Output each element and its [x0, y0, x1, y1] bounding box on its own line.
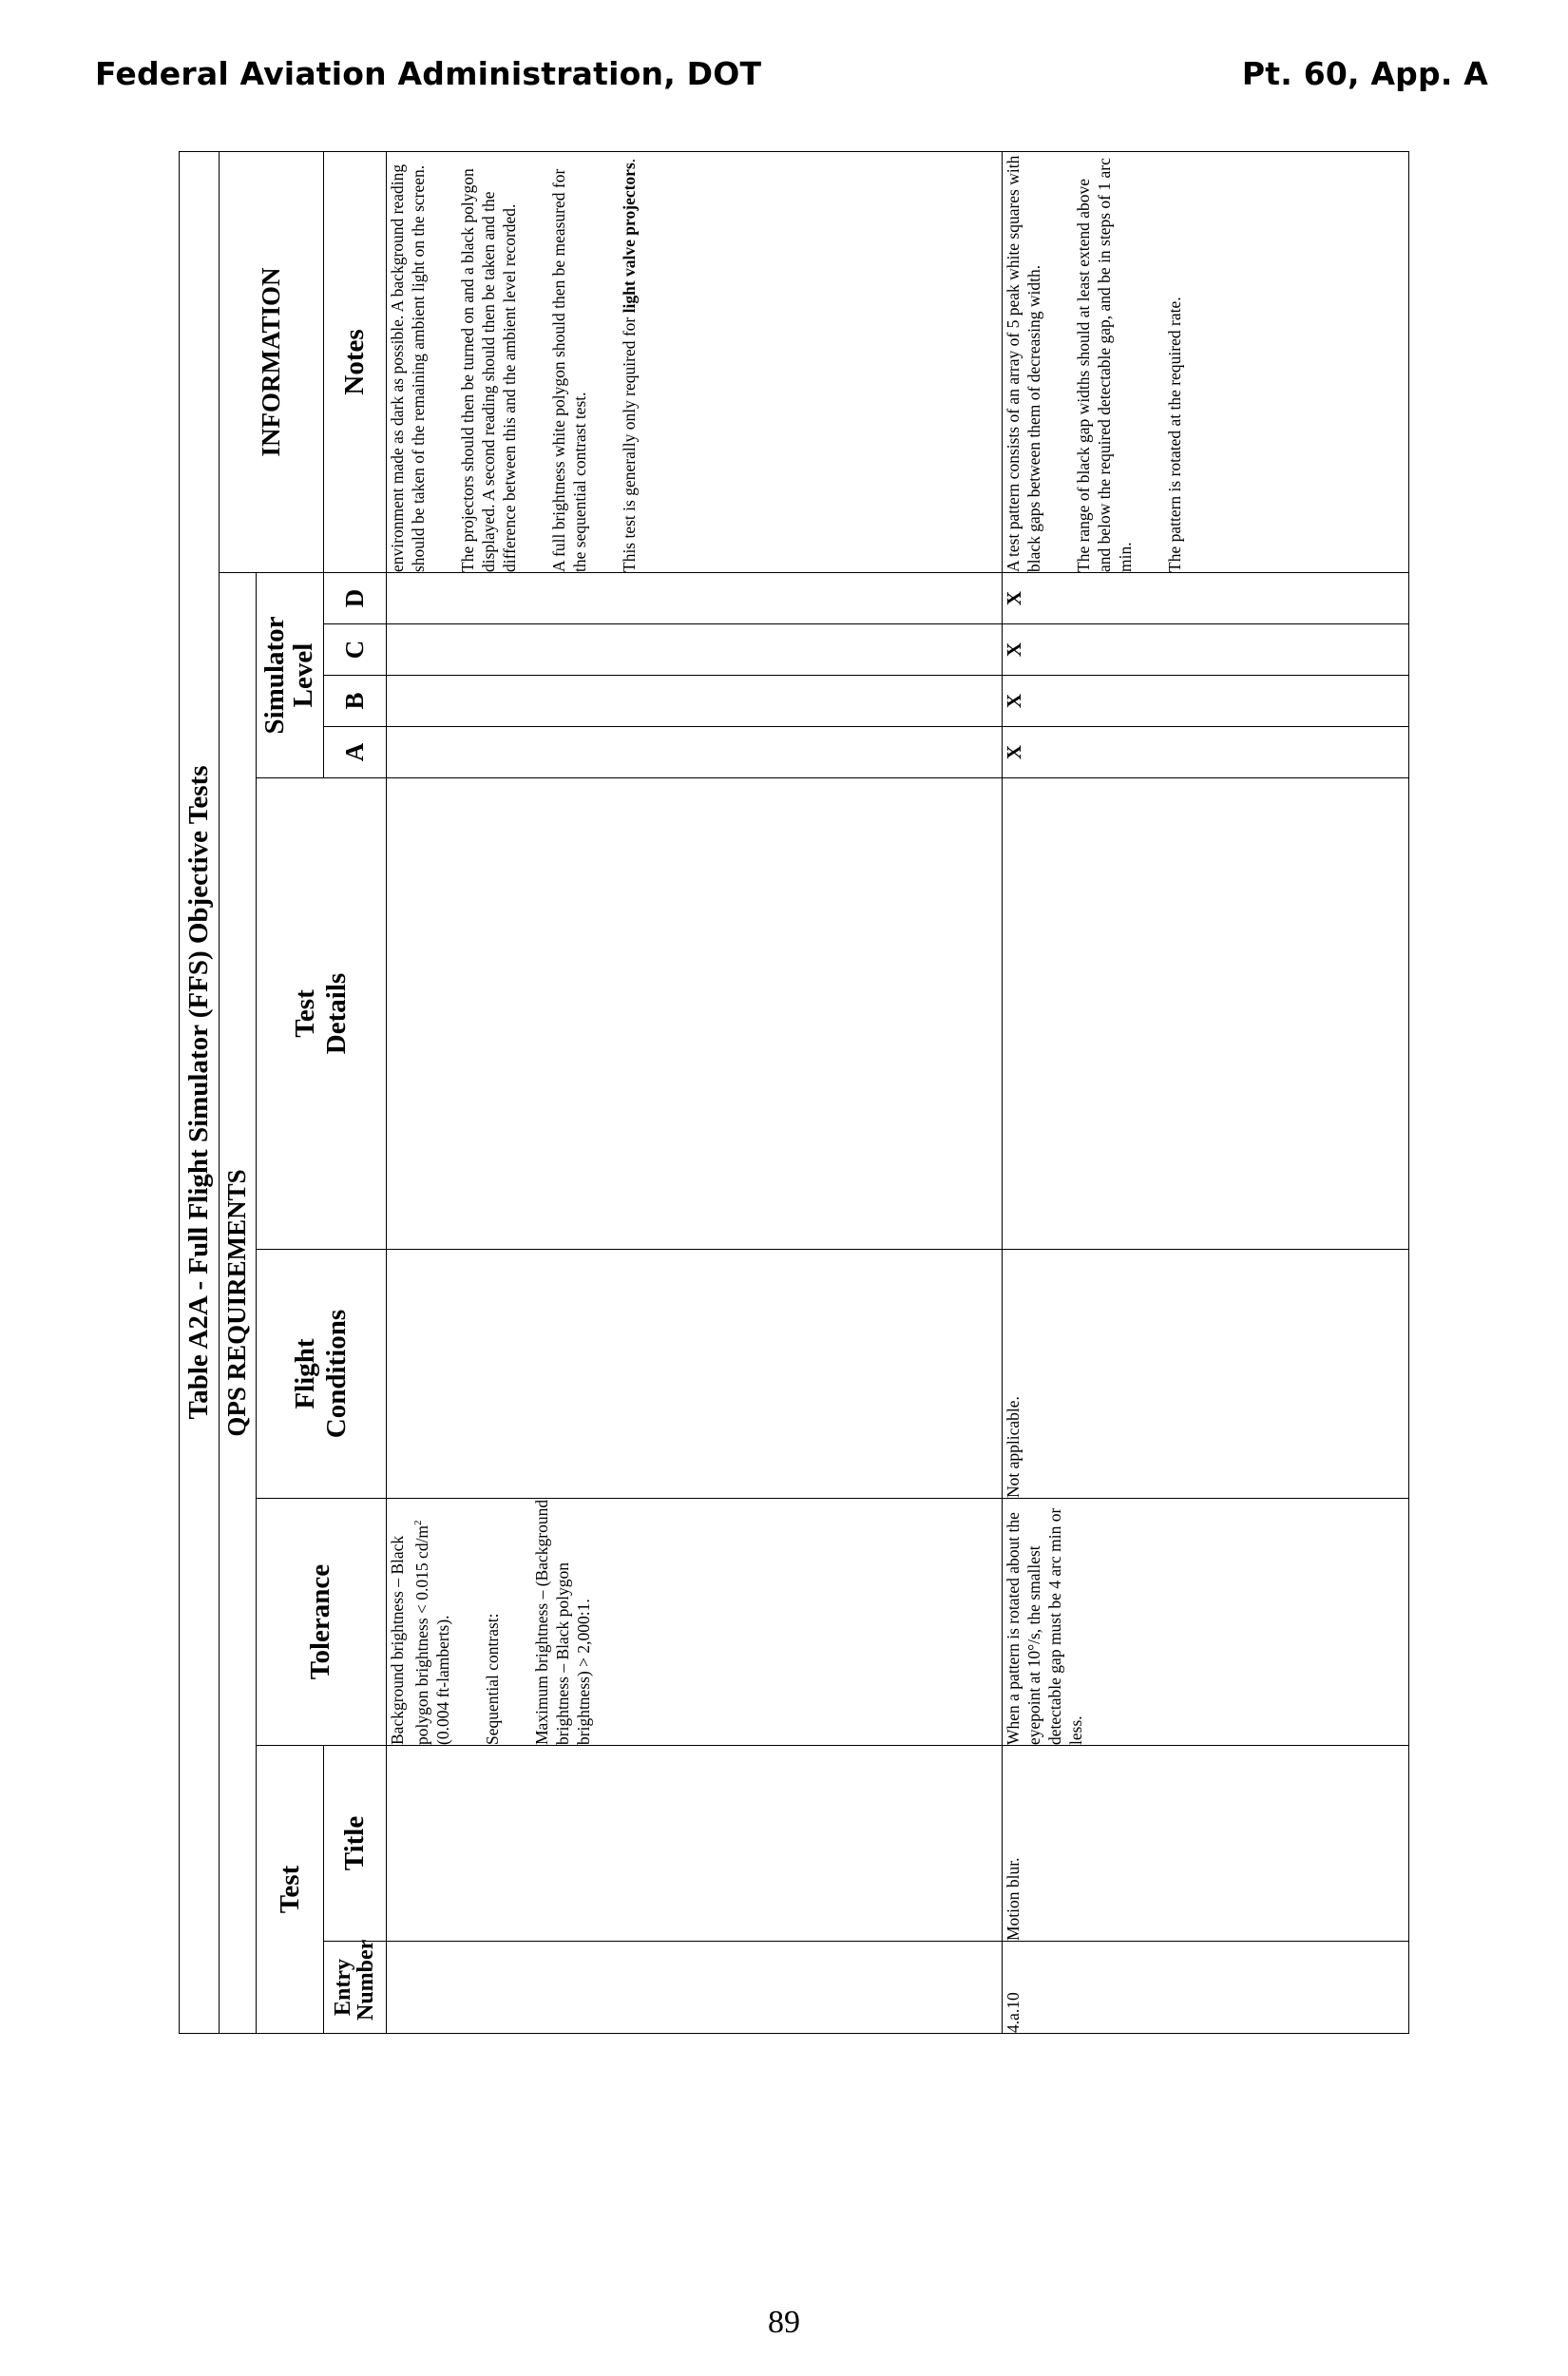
tolerance-text: Background brightness – Black polygon brightness < 0.015 $cd/m^2$ (0.004 ft-lamberts).	[387, 1520, 452, 1745]
objective-tests-table	[179, 151, 1409, 2034]
notes-text-prefix: This test is generally only required for	[619, 313, 639, 572]
notes-text-bold: light valve projectors	[619, 163, 639, 314]
running-header-right: Pt. 60, App. A	[1241, 55, 1488, 92]
notes-text: A full brightness white polygon should then be measured for the sequential contrast test.	[548, 168, 589, 572]
tolerance-header: Tolerance	[257, 1499, 387, 1746]
level-c-header: C	[323, 624, 386, 676]
title-header: Title	[323, 1746, 386, 1942]
level-b-header: B	[323, 676, 386, 727]
notes-cell	[386, 151, 1003, 572]
flight-conditions-cell: Not applicable.	[1003, 1250, 1409, 1499]
rotated-table-wrapper	[179, 152, 1409, 2034]
level-d-header: D	[323, 573, 386, 624]
tolerance-text: When a pattern is rotated about the eyepoint at 10°/s, the smallest detectable gap must be 4 arc min or less.	[1004, 1507, 1086, 1745]
running-header-left: Federal Aviation Administration, DOT	[95, 55, 762, 92]
notes-header: Notes	[323, 151, 386, 572]
notes-text: The range of black gap widths should at least extend above and below the required detectable gap, and be in steps of 1 arc min.	[1074, 158, 1136, 572]
entry-number-header	[323, 1939, 386, 2034]
test-details-cell	[1003, 778, 1409, 1250]
tolerance-text: Maximum brightness – (Background brightness – Black polygon brightness) > 2,000:1.	[531, 1499, 593, 1745]
page-number: 89	[768, 2305, 800, 2340]
notes-cell	[1003, 151, 1409, 572]
flight-conditions-cell	[386, 1250, 1003, 1499]
table-title: Table A2A - Full Flight Simulator (FFS) Objective Tests	[180, 151, 220, 2033]
level-c-cell	[386, 624, 1003, 676]
tolerance-cell	[386, 1499, 1003, 1746]
level-b-cell: X	[1003, 676, 1409, 727]
test-details-header-text: Test Details	[289, 972, 352, 1055]
level-d-cell	[386, 573, 1003, 624]
level-a-cell: X	[1003, 727, 1409, 778]
table-row	[1003, 151, 1409, 2033]
notes-text-suffix: .	[619, 158, 639, 163]
test-details-cell	[386, 778, 1003, 1250]
level-a-header: A	[323, 727, 386, 778]
entry-number-header-text: Entry Number	[331, 1939, 379, 2021]
level-d-cell: X	[1003, 573, 1409, 624]
entry-number-cell: 4.a.10	[1003, 1942, 1409, 2034]
table-row	[386, 151, 1003, 2033]
title-cell	[386, 1746, 1003, 1942]
notes-text	[619, 152, 640, 572]
test-details-header	[257, 778, 387, 1250]
level-a-cell	[386, 727, 1003, 778]
simulator-level-header	[257, 573, 324, 778]
notes-text: The pattern is rotated at the required rate.	[1165, 297, 1185, 572]
title-cell: Motion blur.	[1003, 1746, 1409, 1942]
notes-text: environment made as dark as possible. A background reading should be taken of the remaining ambient light on the screen.	[387, 163, 428, 572]
flight-conditions-header	[257, 1250, 387, 1499]
level-b-cell	[386, 676, 1003, 727]
level-c-cell: X	[1003, 624, 1409, 676]
information-label: INFORMATION	[219, 151, 323, 572]
entry-number-cell	[386, 1942, 1003, 2034]
qps-requirements-label: QPS REQUIREMENTS	[219, 573, 257, 2034]
tolerance-cell	[1003, 1499, 1409, 1746]
simulator-level-header-text: Simulator Level	[259, 616, 318, 735]
notes-text: The projectors should then be turned on and a black polygon displayed. A second reading should then be taken and the difference between this and the ambient level recorded.	[457, 168, 519, 572]
flight-conditions-header-text: Flight Conditions	[289, 1309, 352, 1439]
tolerance-text: Sequential contrast:	[482, 1613, 502, 1745]
notes-text: A test pattern consists of an array of 5 peak white squares with black gaps between them of decreasing width.	[1004, 155, 1044, 572]
test-header: Test	[257, 1746, 324, 2034]
